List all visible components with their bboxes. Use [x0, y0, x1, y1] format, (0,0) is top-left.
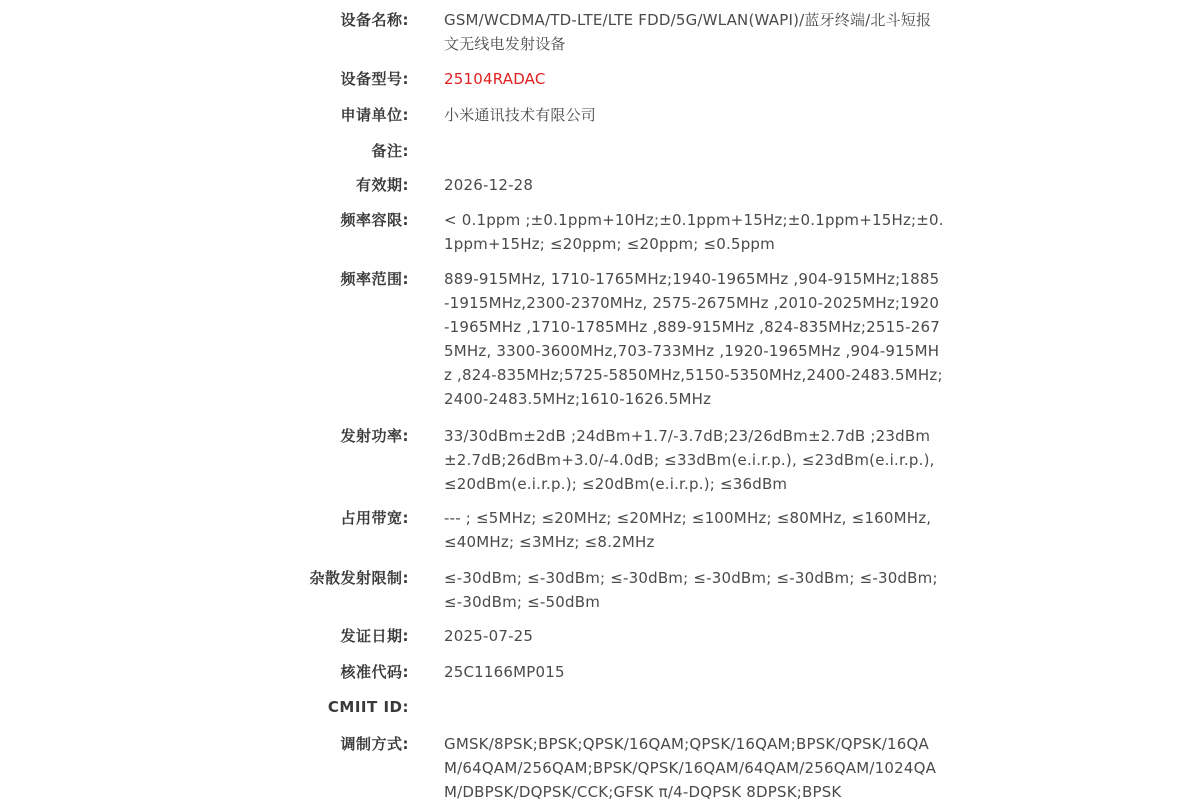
occupied-bandwidth-label: 占用带宽: [340, 509, 409, 527]
device-name-label: 设备名称: [340, 11, 409, 29]
approval-code-value: 25C1166MP015 [444, 663, 565, 681]
applicant-label: 申请单位: [340, 106, 409, 124]
spurious-emission-value: ≤-30dBm; ≤-30dBm; ≤-30dBm; ≤-30dBm; ≤-30dBm; ≤-30dBm; ≤-30dBm; ≤-50dBm [444, 569, 938, 611]
modulation-value: GMSK/8PSK;BPSK;QPSK/16QAM;QPSK/16QAM;BPSK/QPSK/16QAM/64QAM/256QAM;BPSK/QPSK/16QAM/64QAM/256QAM/1024QAM/DBPSK/DQPSK/CCK;GFSK π/4-DQPSK 8DPSK;BPSK [444, 735, 937, 801]
applicant-value: 小米通讯技术有限公司 [444, 106, 597, 124]
issue-date-label: 发证日期: [340, 627, 409, 645]
modulation-label: 调制方式: [340, 735, 409, 753]
frequency-tolerance-label: 频率容限: [340, 211, 409, 229]
approval-code-label: 核准代码: [340, 663, 409, 681]
validity-value: 2026-12-28 [444, 176, 534, 194]
device-name-value: GSM/WCDMA/TD-LTE/LTE FDD/5G/WLAN(WAPI)/蓝牙终端/北斗短报文无线电发射设备 [444, 11, 932, 53]
frequency-tolerance-value: < 0.1ppm ;±0.1ppm+10Hz;±0.1ppm+15Hz;±0.1ppm+15Hz;±0.1ppm+15Hz; ≤20ppm; ≤20ppm; ≤0.5ppm [444, 211, 944, 253]
occupied-bandwidth-value: --- ; ≤5MHz; ≤20MHz; ≤20MHz; ≤100MHz; ≤80MHz, ≤160MHz, ≤40MHz; ≤3MHz; ≤8.2MHz [444, 509, 932, 551]
frequency-range-label: 频率范围: [340, 270, 409, 288]
validity-label: 有效期: [356, 176, 409, 194]
issue-date-value: 2025-07-25 [444, 627, 534, 645]
spurious-emission-label: 杂散发射限制: [309, 569, 409, 587]
frequency-range-value: 889-915MHz, 1710-1765MHz;1940-1965MHz ,904-915MHz;1885-1915MHz,2300-2370MHz, 2575-2675MHz ,2010-2025MHz;1920-1965MHz ,1710-1785MHz ,889-915MHz ,824-835MHz;2515-2675MHz, 3300-3600MHz,703-733MHz ,1920-1965MHz ,904-915MHz ,824-835MHz;5725-5850MHz,5150-5350MHz,2400-2483.5MHz;2400-2483.5MHz;1610-1626.5MHz [444, 270, 943, 408]
device-model-value: 25104RADAC [444, 70, 546, 88]
transmit-power-label: 发射功率: [340, 427, 409, 445]
transmit-power-value: 33/30dBm±2dB ;24dBm+1.7/-3.7dB;23/26dBm±2.7dB ;23dBm±2.7dB;26dBm+3.0/-4.0dB; ≤33dBm(e.i.r.p.), ≤23dBm(e.i.r.p.), ≤20dBm(e.i.r.p.); ≤20dBm(e.i.r.p.); ≤36dBm [444, 427, 935, 493]
device-model-label: 设备型号: [340, 70, 409, 88]
remarks-label: 备注: [371, 142, 409, 160]
cmiit-id-label: CMIIT ID: [327, 698, 409, 716]
